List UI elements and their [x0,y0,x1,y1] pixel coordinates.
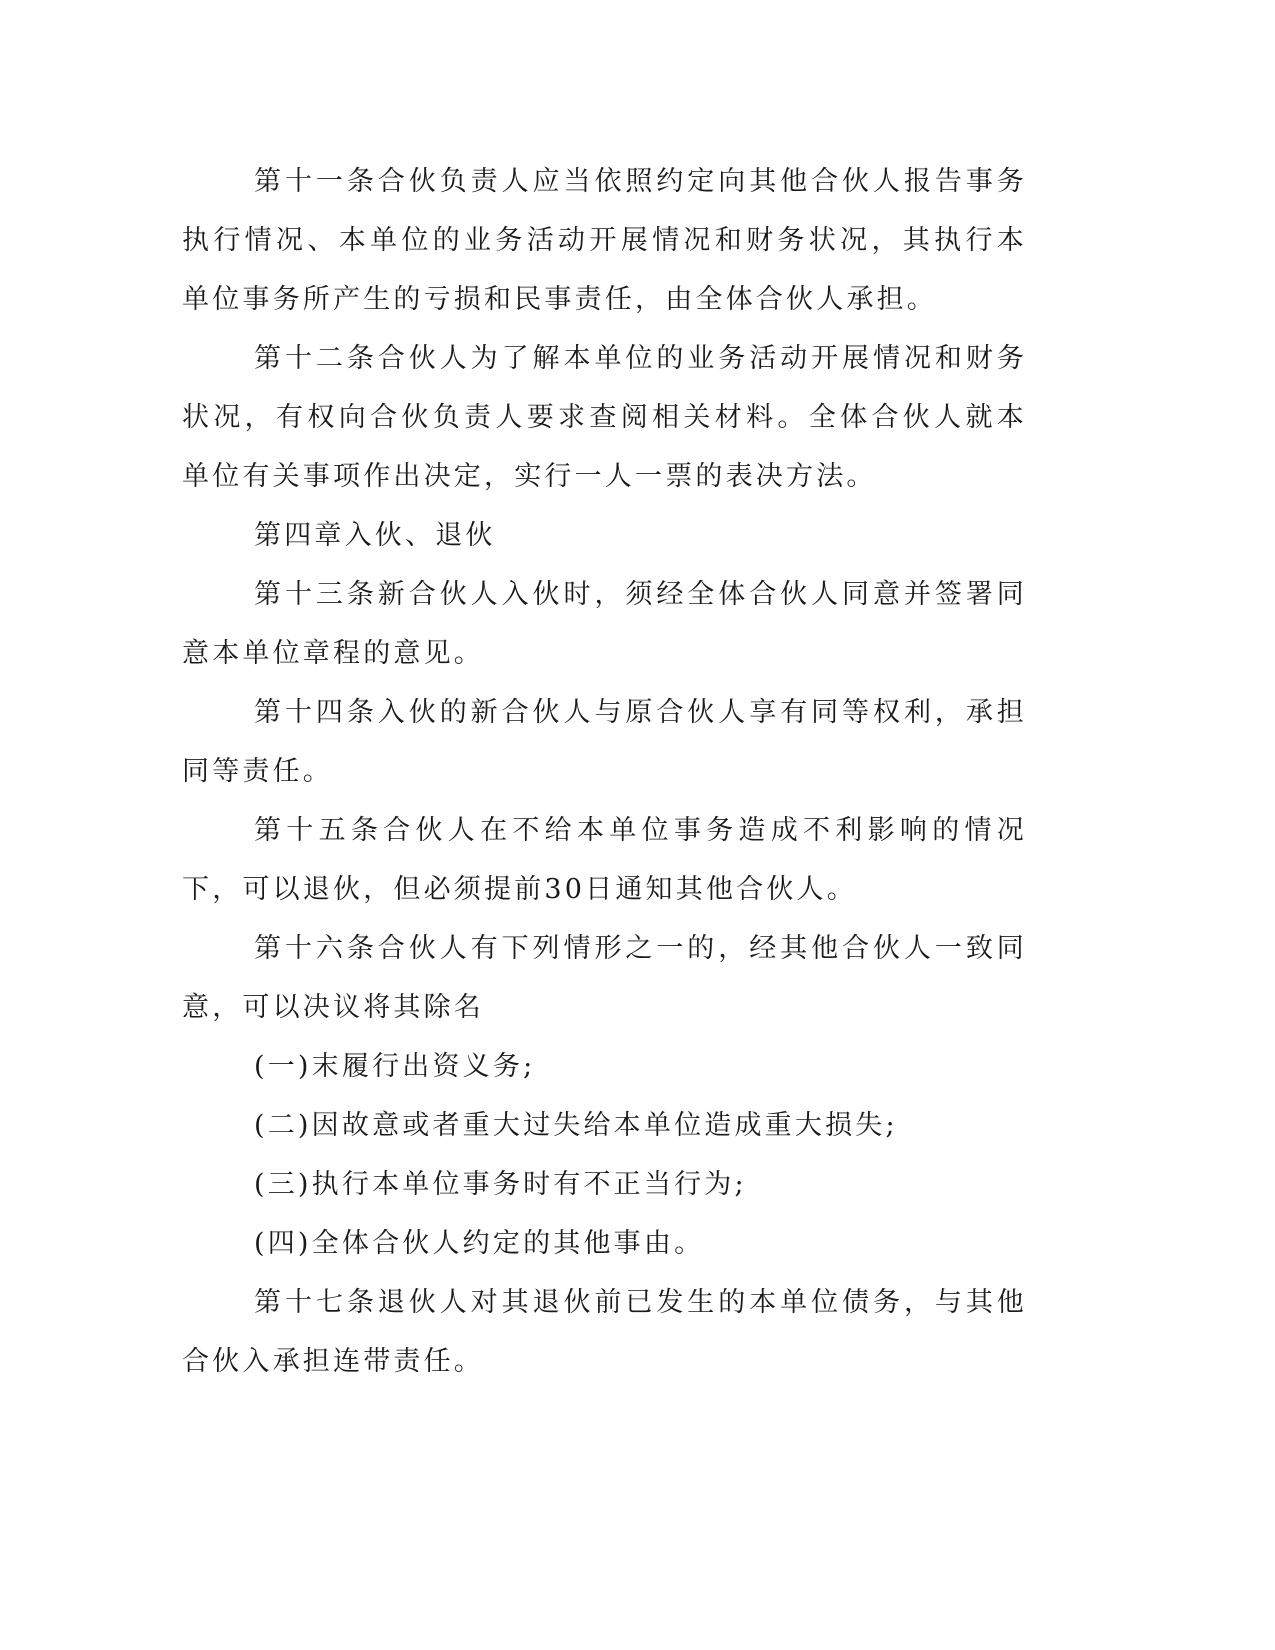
article-13-paragraph: 第十三条新合伙人入伙时，须经全体合伙人同意并签署同意本单位章程的意见。 [182,579,1027,669]
chapter-4-heading: 第四章入伙、退伙 [254,520,496,551]
list-item: (三)执行本单位事务时有不正当行为; [254,1169,747,1200]
list-item: (一)末履行出资义务; [254,1051,536,1082]
list-item: (四)全体合伙人约定的其他事由。 [254,1228,705,1259]
list-item: (二)因故意或者重大过失给本单位造成重大损失; [254,1110,898,1141]
article-14-paragraph: 第十四条入伙的新合伙人与原合伙人享有同等权利，承担同等责任。 [182,697,1027,787]
article-12-paragraph: 第十二条合伙人为了解本单位的业务活动开展情况和财务状况，有权向合伙负责人要求查阅相关材料。全体合伙人就本单位有关事项作出决定，实行一人一票的表决方法。 [182,343,1027,492]
article-16-paragraph: 第十六条合伙人有下列情形之一的，经其他合伙人一致同意，可以决议将其除名 [182,933,1027,1023]
article-11-paragraph: 第十一条合伙负责人应当依照约定向其他合伙人报告事务执行情况、本单位的业务活动开展情况和财务状况，其执行本单位事务所产生的亏损和民事责任，由全体合伙人承担。 [182,166,1027,315]
article-15-paragraph: 第十五条合伙人在不给本单位事务造成不利影响的情况下，可以退伙，但必须提前30日通知其他合伙人。 [182,815,1027,905]
document-body [182,152,1027,1391]
article-17-paragraph: 第十七条退伙人对其退伙前已发生的本单位债务，与其他合伙入承担连带责任。 [182,1287,1027,1377]
